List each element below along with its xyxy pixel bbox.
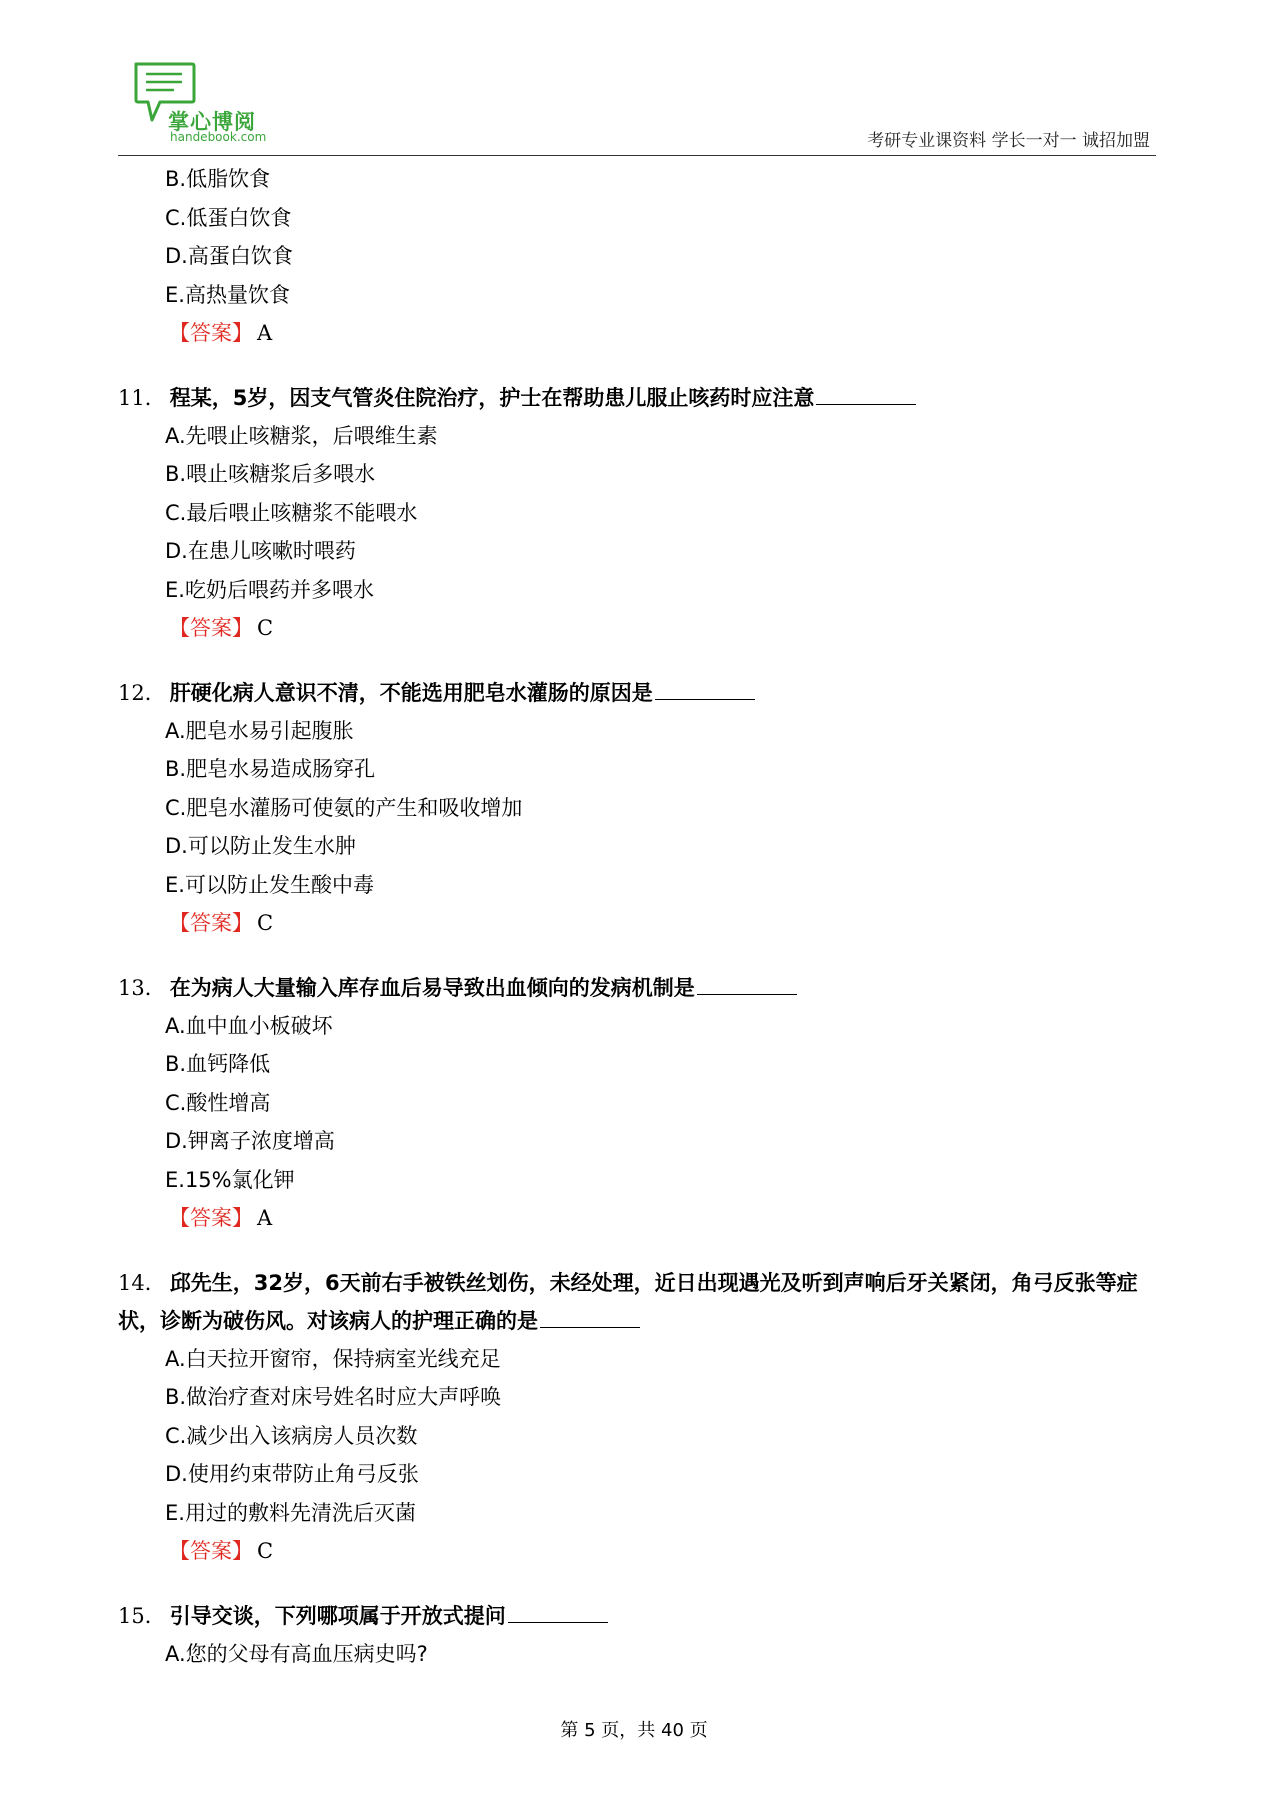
answer-label: 【答案】: [169, 911, 253, 935]
option: D.钾离子浓度增高: [165, 1129, 335, 1153]
answer-line: [118, 1532, 1158, 1571]
option: C.最后喂止咳糖浆不能喂水: [165, 500, 418, 525]
option: E.15%氯化钾: [165, 1167, 295, 1192]
option: E.吃奶后喂药并多喂水: [165, 577, 374, 602]
question-text: 引导交谈，下列哪项属于开放式提问: [169, 1603, 506, 1628]
option: B.喂止咳糖浆后多喂水: [165, 462, 376, 486]
option: E.高热量饮食: [165, 282, 290, 307]
answer-value: A: [257, 1206, 273, 1230]
option: D.使用约束带防止角弓反张: [165, 1462, 419, 1486]
question-13: [118, 969, 1158, 1238]
option: B.做治疗查对床号姓名时应大声呼唤: [165, 1385, 502, 1409]
option: A.肥皂水易引起腹胀: [165, 718, 354, 743]
answer-value: C: [257, 616, 274, 640]
question-title: [118, 1597, 1158, 1635]
option: B.肥皂水易造成肠穿孔: [165, 757, 376, 781]
question-text: 在为病人大量输入库存血后易导致出血倾向的发病机制是: [169, 975, 695, 1000]
option: C.减少出入该病房人员次数: [165, 1423, 418, 1448]
question-number: 15．: [118, 1603, 166, 1628]
answer-line: [118, 1199, 1158, 1238]
answer-line: [118, 314, 1158, 353]
answer-label: 【答案】: [169, 1539, 253, 1563]
question-number: 13．: [118, 975, 166, 1000]
question-14: [118, 1264, 1158, 1571]
question-text: 肝硬化病人意识不清，不能选用肥皂水灌肠的原因是: [169, 680, 653, 705]
option: C.肥皂水灌肠可使氨的产生和吸收增加: [165, 795, 523, 820]
header-slogan: 考研专业课资料 学长一对一 诚招加盟: [867, 131, 1150, 151]
question-15: [118, 1597, 1158, 1674]
option: B.低脂饮食: [165, 167, 271, 191]
answer-blank: [697, 974, 797, 995]
option: A.血中血小板破坏: [165, 1013, 333, 1038]
option: D.在患儿咳嗽时喂药: [165, 539, 356, 563]
question-number: 14．: [118, 1270, 166, 1295]
page-number: 第 5 页，共 40 页: [560, 1720, 708, 1741]
question-title: [118, 1264, 1158, 1340]
question-number: 11．: [118, 385, 166, 410]
question-number: 12．: [118, 680, 166, 705]
content: [118, 160, 1158, 1673]
answer-line: [118, 904, 1158, 943]
logo-url: handebook.com: [170, 130, 267, 144]
answer-label: 【答案】: [169, 321, 253, 345]
answer-blank: [655, 679, 755, 700]
option: A.先喂止咳糖浆，后喂维生素: [165, 423, 438, 448]
answer-value: C: [257, 1539, 274, 1563]
option: A.您的父母有高血压病史吗?: [165, 1641, 428, 1666]
header-divider: [118, 155, 1156, 156]
answer-value: C: [257, 911, 274, 935]
answer-line: [118, 609, 1158, 648]
answer-value: A: [257, 321, 273, 345]
answer-blank: [508, 1602, 608, 1623]
answer-label: 【答案】: [169, 616, 253, 640]
question-text: 程某，5岁，因支气管炎住院治疗，护士在帮助患儿服止咳药时应注意: [169, 385, 815, 410]
answer-label: 【答案】: [169, 1206, 253, 1230]
option: E.可以防止发生酸中毒: [165, 872, 374, 897]
option: B.血钙降低: [165, 1052, 271, 1076]
question-title: [118, 379, 1158, 417]
answer-blank: [816, 384, 916, 405]
question-title: [118, 674, 1158, 712]
option: D.可以防止发生水肿: [165, 834, 356, 858]
question-12: [118, 674, 1158, 943]
question-title: [118, 969, 1158, 1007]
question-carryover: [118, 160, 1158, 353]
answer-blank: [540, 1307, 640, 1328]
question-11: [118, 379, 1158, 648]
option: A.白天拉开窗帘，保持病室光线充足: [165, 1346, 501, 1371]
option: D.高蛋白饮食: [165, 244, 293, 268]
option: E.用过的敷料先清洗后灭菌: [165, 1500, 416, 1525]
question-text: 邱先生，32岁，6天前右手被铁丝划伤，未经处理，近日出现遇光及听到声响后牙关紧闭，角弓反张等症状，诊断为破伤风。对该病人的护理正确的是: [118, 1270, 1138, 1333]
option: C.低蛋白饮食: [165, 205, 292, 230]
logo-text: 掌心博阅: [168, 110, 256, 134]
option: C.酸性增高: [165, 1090, 271, 1115]
